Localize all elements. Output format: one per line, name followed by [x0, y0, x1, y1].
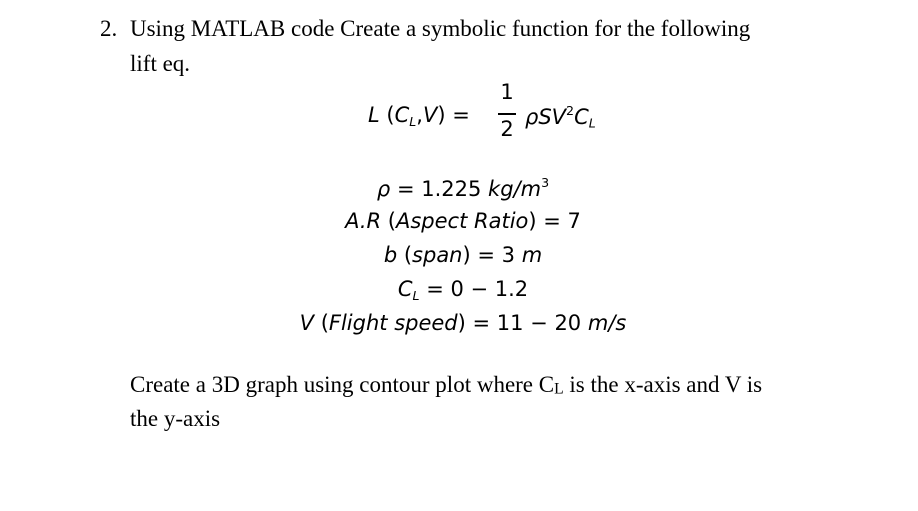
param-rho: ρ = 1.225 $kg/m^3$: [376, 175, 550, 201]
fraction-denominator: 2: [500, 117, 514, 141]
task-text-line2: the y-axis: [130, 406, 221, 431]
param-lift-coefficient: $C_L = 0 - 1.2$: [397, 277, 529, 303]
equation-rhs: $\rho SV^2C_L$: [525, 103, 596, 131]
question-number: 2.: [100, 16, 118, 41]
equation-lhs: L $(C_L,V)$ =: [368, 103, 470, 129]
question-text-line1: Using MATLAB code Create a symbolic function for the following: [130, 16, 751, 41]
fraction-bar: [498, 113, 516, 115]
equation-fraction: [496, 80, 518, 146]
fraction-numerator: 1: [500, 80, 514, 104]
param-aspect-ratio: A.R (Aspect Ratio) = 7: [345, 209, 581, 233]
param-span: b (span) = 3 m: [383, 243, 543, 267]
task-text-line1: Create a 3D graph using contour plot where CL is the x-axis and V is: [130, 372, 763, 398]
question-text-line2: lift eq.: [130, 51, 191, 76]
param-flight-speed: V (Flight speed) = 11 − 20 m/s: [299, 311, 627, 335]
